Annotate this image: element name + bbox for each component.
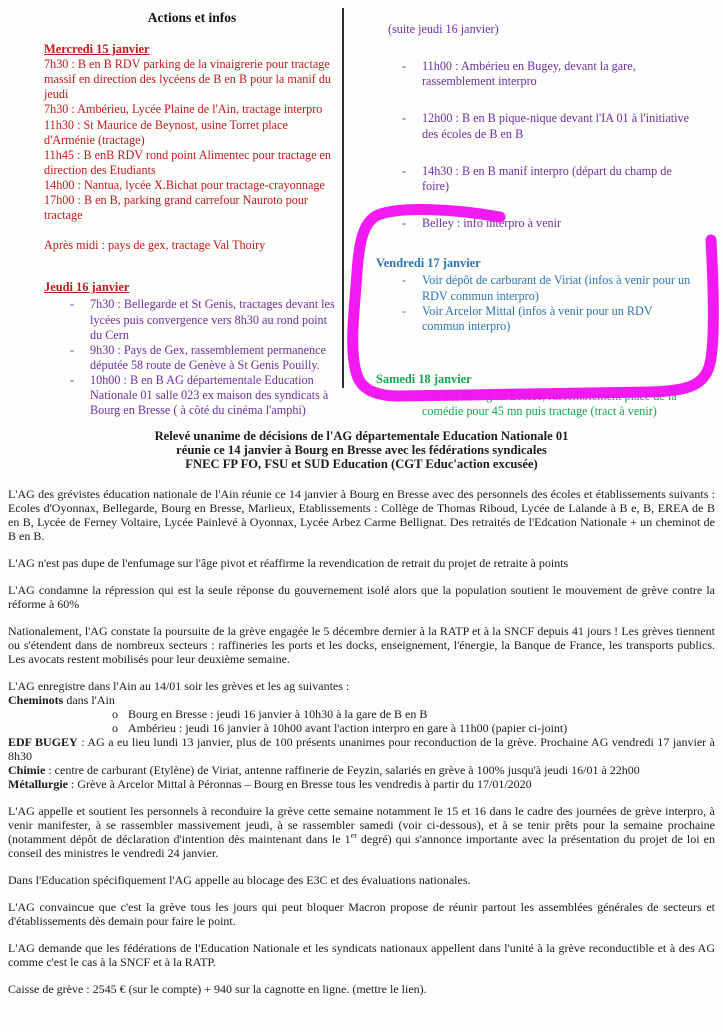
thursday-continued-list [388,59,692,231]
schedule-item-text: Belley : info interpro à venir [422,215,562,230]
text-segment: L'AG demande que les fédérations de l'Education Nationale et les syndicats nationaux appellent dans l'unité à la grève reconductible et à des AG comme c'est le cas à la SNCF et à la RATP. [8,941,715,970]
schedule-item-text: 12h00 : B en B pique-nique devant l'IA 01 à l'initiative des écoles de B en B [422,111,690,141]
report-paragraph [8,693,715,707]
text-segment: dans l'Ain [63,692,115,707]
report-paragraph [8,777,715,791]
report-body [8,487,715,997]
text-segment: degré) qui s'annonce importante avec la présentation du projet de loi en conseil des ministres le vendredi 24 janvier. [8,832,715,861]
schedule-item-text: Voir Arcelor Mittal (infos à venir pour un RDV commun interpro) [422,303,653,333]
text-segment: : centre de carburant (Etylène) de Viriat, antenne raffinerie de Feyzin, salariés en grève à 100% jusqu'à jeudi 16/01 à 22h00 [45,763,640,778]
text-segment: : AG a eu lieu lundi 13 janvier, plus de 100 présents unanimes pour reconduction de la grève. Prochaine AG vendredi 17 janvier à 8h30 [8,734,715,763]
report-paragraph [8,982,715,996]
thursday-heading: Jeudi 16 janvier [44,280,130,295]
text-segment: Caisse de grève : 2545 € (sur le compte) + 940 sur la cagnotte en ligne. (mettre le lien). [8,982,427,997]
afternoon-note: Après midi : pays de gex, tractage Val Thoiry [44,238,266,253]
schedule-item-text: 9h30 : Pays de Gex, rassemblement permanence députée 58 route de Genève à St Genis Pouilly. [90,342,326,372]
dash-marker: - [402,273,407,288]
text-segment: Nationalement, l'AG constate la poursuite de la grève engagée le 5 décembre dernier à la RATP et à la SNCF depuis 41 jours ! Les grèves tiennent ou s'étendent dans de nombreux secteurs : raffineries les ports et les docks, enseignement, l'énergie, la Banque de France, les transports publics. Les avocats restent mobilisés pour leur deuxième semaine. [8,623,715,666]
wednesday-heading: Mercredi 15 janvier [44,42,150,56]
report-sub-item [8,707,715,721]
schedule-entry: 14h00 : Nantua, lycée X.Bichat pour tractage-crayonnage [44,178,325,192]
bold-lead-in: Cheminots [8,692,64,707]
thursday-list [44,297,340,418]
schedule-item [388,216,692,231]
friday-section [376,256,692,334]
report-title-line: FNEC FP FO, FSU et SUD Education (CGT Educ'action excusée) [185,456,538,471]
text-segment: Ambérieu : jeudi 16 janvier à 10h00 avant l'action interpro en gare à 11h00 (papier ci-joint) [128,720,568,735]
dash-marker: - [402,163,407,178]
dash-marker: - [70,297,75,312]
schedule-item-text: 10h30 : Bourg en Bresse, rassemblement place de la comédie pour 45 mn puis tractage (tract à venir) [422,389,677,419]
text-segment: L'AG des grévistes éducation nationale de l'Ain réunie ce 14 janvier à Bourg en Bresse avec des personnels des écoles et établissements suivants : Ecoles d'Oyonnax, Bellegarde, Bourg en Bresse, Marlieux, Etablissements : Collège de Thomas Riboud, Lycée de Lalande à B e, B, EREA de B en B, Lycée de Ferney Voltaire, Lycée Painlevé à Oyonnax, Lycée Arbez Carme Bellignat. Des retraités de l'Edcation Nationale + un cheminot de B en B. [8,486,715,543]
report-sub-item [8,721,715,735]
report-paragraph [8,624,715,666]
schedule-item [388,164,692,194]
schedule-item-text: 10h00 : B en B AG départementale Education Nationale 01 salle 023 ex maison des syndicats à Bourg en Bresse ( à côté du cinéma l'amphi) [90,373,329,418]
friday-heading: Vendredi 17 janvier [376,256,481,270]
saturday-list [376,389,692,419]
text-segment: L'AG convaincue que c'est la grève tous les jours qui peut bloquer Macron propose de réunir partout les assemblées générales de secteurs et d'établissements dès demain pour faire le point. [8,900,715,929]
schedule-item [376,389,692,419]
dash-marker: - [402,215,407,230]
text-segment: L'AG appelle et soutient les personnels à reconduire la grève cette semaine notamment le 15 et 16 dans le cadre des journées de grève interpro, à venir manifester, à se rassembler massivement jeudi, à se rassembler samedi (voir ci-dessous), et à se tenir prêts pour la semaine prochaine (notamment dépôt de déclaration d'intention dès maintenant dans le 1 [8,804,715,847]
schedule-item [44,343,340,373]
schedule-right-column [376,22,692,420]
column-divider [342,8,344,388]
text-segment: L'AG enregistre dans l'Ain au 14/01 soir les grèves et les ag suivantes : [8,678,350,693]
schedule-entry: 7h30 : Ambérieu, Lycée Plaine de l'Ain, tractage interpro [44,102,323,117]
report-paragraph [8,679,715,693]
text-segment: er [350,831,357,841]
report-paragraph [8,941,715,969]
schedule-item [388,111,692,141]
report-title [8,430,715,472]
report-paragraph [8,804,715,860]
bold-lead-in: Métallurgie [8,777,68,792]
text-segment: L'AG condamne la répression qui est la seule réponse du gouvernement isolé alors que la population soutient le mouvement de grève contre la réforme à 60% [8,582,715,611]
report-paragraph [8,556,715,570]
report-paragraph [8,735,715,763]
schedule-item-text: 7h30 : Bellegarde et St Genis, tractages devant les lycées puis convergence vers 8h30 au rond point du Cern [90,297,335,342]
circle-marker: o [112,706,118,721]
schedule-item-text: 14h30 : B en B manif interpro (départ du champ de foire) [422,163,672,193]
schedule-entry: 11h45 : B enB RDV rond point Alimentec pour tractage en direction des Etudiants [44,147,332,177]
schedule-entry: 7h30 : B en B RDV parking de la vinaigrerie pour tractage massif en direction des lycéens de B en B pour la manif du jeudi [44,57,332,102]
dash-marker: - [402,59,407,74]
schedule-entry: 11h30 : St Maurice de Beynost, usine Torret place d'Arménie (tractage) [44,117,288,147]
report-paragraph [8,900,715,928]
report-sub-item-text [128,721,567,735]
schedule-entry: 17h00 : B en B, parking grand carrefour Nauroto pour tractage [44,193,308,223]
schedule-left-column [44,10,340,418]
schedule-item-text: 11h00 : Ambérieu en Bugey, devant la gare, rassemblement interpro [422,59,636,89]
report-paragraph [8,763,715,777]
friday-list [376,273,692,334]
text-segment: : Grève à Arcelor Mittal à Péronnas – Bourg en Bresse tous les vendredis à partir du 17/01/2020 [67,777,532,792]
dash-marker: - [70,342,75,357]
suite-jeudi-heading: (suite jeudi 16 janvier) [388,22,499,36]
saturday-heading: Samedi 18 janvier [376,371,472,386]
report-title-line: réunie ce 14 janvier à Bourg en Bresse avec les fédérations syndicales [176,442,547,457]
schedule-item-text: Voir dépôt de carburant de Viriat (infos à venir pour un RDV commun interpro) [422,273,691,303]
circle-marker: o [112,720,118,735]
saturday-section [376,372,692,420]
schedule-item [376,273,692,303]
schedule-item [376,304,692,334]
dash-marker: - [70,373,75,387]
thursday-section [44,280,340,418]
dash-marker: - [402,111,407,126]
schedule-item [388,59,692,89]
actions-et-infos-title: Actions et infos [147,10,237,25]
bold-lead-in: Chimie [8,763,46,778]
report-section [8,430,715,1009]
dash-marker: - [402,389,407,404]
report-title-line: Relevé unanime de décisions de l'AG départementale Education Nationale 01 [154,429,569,443]
dash-marker: - [402,303,407,318]
bold-lead-in: EDF BUGEY [8,734,78,749]
wednesday-section [44,42,340,223]
schedule-item [44,373,340,418]
report-paragraph [8,583,715,611]
report-sub-item-text [128,707,427,721]
schedule-item [44,297,340,342]
report-paragraph [8,873,715,887]
text-segment: Dans l'Education spécifiquement l'AG appelle au blocage des E3C et des évaluations nationales. [8,873,471,888]
wednesday-entries [44,57,340,223]
report-paragraph [8,487,715,543]
text-segment: Bourg en Bresse : jeudi 16 janvier à 10h30 à la gare de B en B [128,706,428,721]
text-segment: L'AG n'est pas dupe de l'enfumage sur l'âge pivot et réaffirme la revendication de retrait du projet de retraite à points [8,555,569,570]
